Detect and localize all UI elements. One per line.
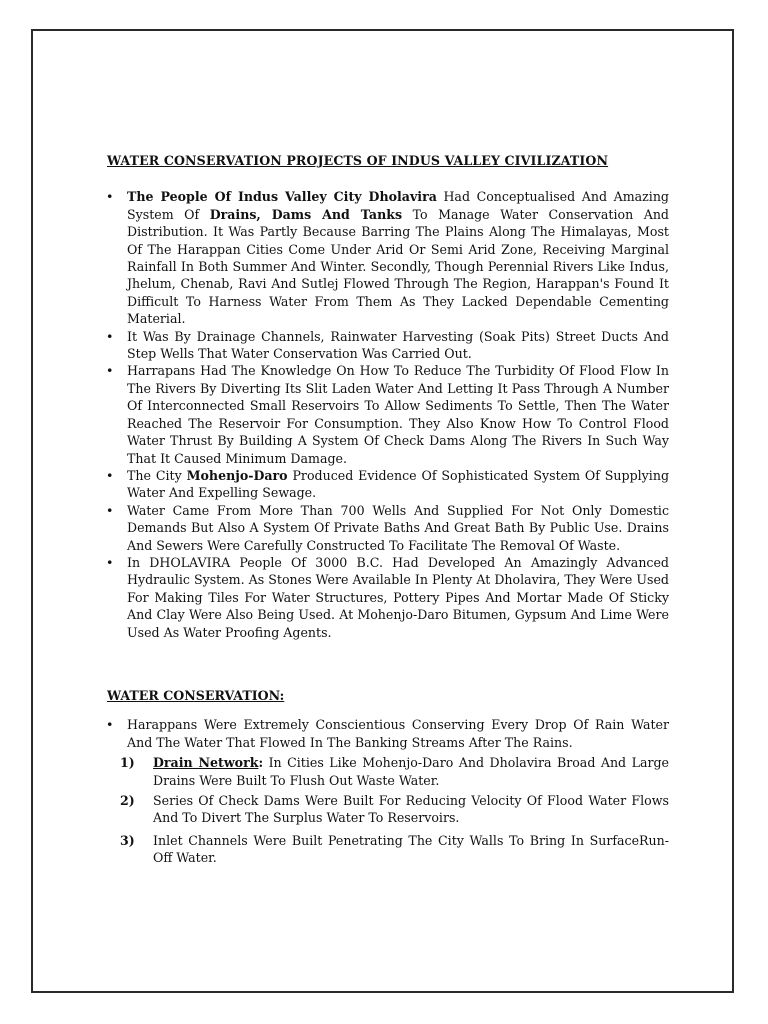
text-segment: Mohenjo-Daro xyxy=(186,467,288,483)
text-segment: Had Conceptualised And Amazing System Of xyxy=(127,189,669,222)
item-number: 3) xyxy=(120,832,135,848)
text-segment: Drain Network xyxy=(153,755,259,771)
numbered-item xyxy=(106,832,669,867)
conservation-bullet-list xyxy=(106,716,669,751)
text-segment: It Was By Drainage Channels, Rainwater Harvesting (Soak Pits) Street Ducts And Step Wells That Water Conservation Was Carried Out. xyxy=(127,328,669,362)
projects-bullet-list xyxy=(106,188,669,641)
text-segment: The People Of Indus Valley City Dholavira xyxy=(127,189,437,205)
bullet-item xyxy=(106,554,669,641)
numbered-item xyxy=(106,754,669,789)
section-title: WATER CONSERVATION: xyxy=(107,687,285,703)
text-segment: The City xyxy=(127,467,187,483)
text-segment: Series Of Check Dams Were Built For Reducing Velocity Of Flood Water Flows And To Divert The Surplus Water To Reservoirs. xyxy=(153,793,669,826)
text-segment: Water Came From More Than 700 Wells And Supplied For Not Only Domestic Demands But Also A System Of Private Baths And Great Bath By Public Use. Drains And Sewers Were Carefully Constructed To Facilitate The Removal Of Waste. xyxy=(127,502,669,553)
bullet-item xyxy=(106,467,669,502)
numbered-item xyxy=(106,792,669,827)
text-segment: In Cities Like Mohenjo-Daro And Dholavira Broad And Large Drains Were Built To Flush Out Waste Water. xyxy=(153,755,669,788)
document-body xyxy=(106,152,669,870)
bullet-item xyxy=(106,188,669,327)
text-segment: Drains, Dams And Tanks xyxy=(209,206,403,222)
bullet-item xyxy=(106,362,669,466)
document-title: WATER CONSERVATION PROJECTS OF INDUS VALLEY CIVILIZATION xyxy=(107,153,609,168)
text-segment: Harappans Were Extremely Conscientious Conserving Every Drop Of Rain Water And The Water That Flowed In The Banking Streams After The Rains. xyxy=(127,717,669,750)
text-segment: Inlet Channels Were Built Penetrating The City Walls To Bring In SurfaceRun-Off Water. xyxy=(153,832,669,866)
numbered-list xyxy=(106,754,669,866)
bullet-item xyxy=(106,328,669,363)
bullet-item xyxy=(106,716,669,751)
item-number: 1) xyxy=(120,755,135,771)
item-number: 2) xyxy=(120,793,135,808)
text-segment: Harrapans Had The Knowledge On How To Reduce The Turbidity Of Flood Flow In The Rivers By Diverting Its Slit Laden Water And Letting It Pass Through A Number Of Interconnected Small Reservoirs To Allow Sediments To Settle, Then The Water Reached The Reservoir For Consumption. They Also Know How To Control Flood Water Thrust By Building A System Of Check Dams Along The Rivers In Such Way That It Caused Minimum Damage. xyxy=(127,363,669,466)
text-segment: In DHOLAVIRA People Of 3000 B.C. Had Developed An Amazingly Advanced Hydraulic System. As Stones Were Available In Plenty At Dholavira, They Were Used For Making Tiles For Water Structures, Pottery Pipes And Mortar Made Of Sticky And Clay Were Also Being Used. At Mohenjo-Daro Bitumen, Gypsum And Lime Were Used As Water Proofing Agents. xyxy=(127,554,669,640)
water-conservation-section xyxy=(106,687,669,867)
text-segment: Produced Evidence Of Sophisticated System Of Supplying Water And Expelling Sewage. xyxy=(127,467,670,501)
text-segment: To Manage Water Conservation And Distribution. It Was Partly Because Barring The Plains Along The Himalayas, Most Of The Harappan Cities Come Under Arid Or Semi Arid Zone, Receiving Marginal Rainfall In Both Summer And Winter. Secondly, Though Perennial Rivers Like Indus, Jhelum, Chenab, Ravi And Sutlej Flowed Through The Region, Harappan's Found It Difficult To Harness Water From Them As They Lacked Dependable Cementing Material. xyxy=(127,206,669,327)
text-segment: : xyxy=(258,755,264,771)
bullet-item xyxy=(106,502,669,554)
